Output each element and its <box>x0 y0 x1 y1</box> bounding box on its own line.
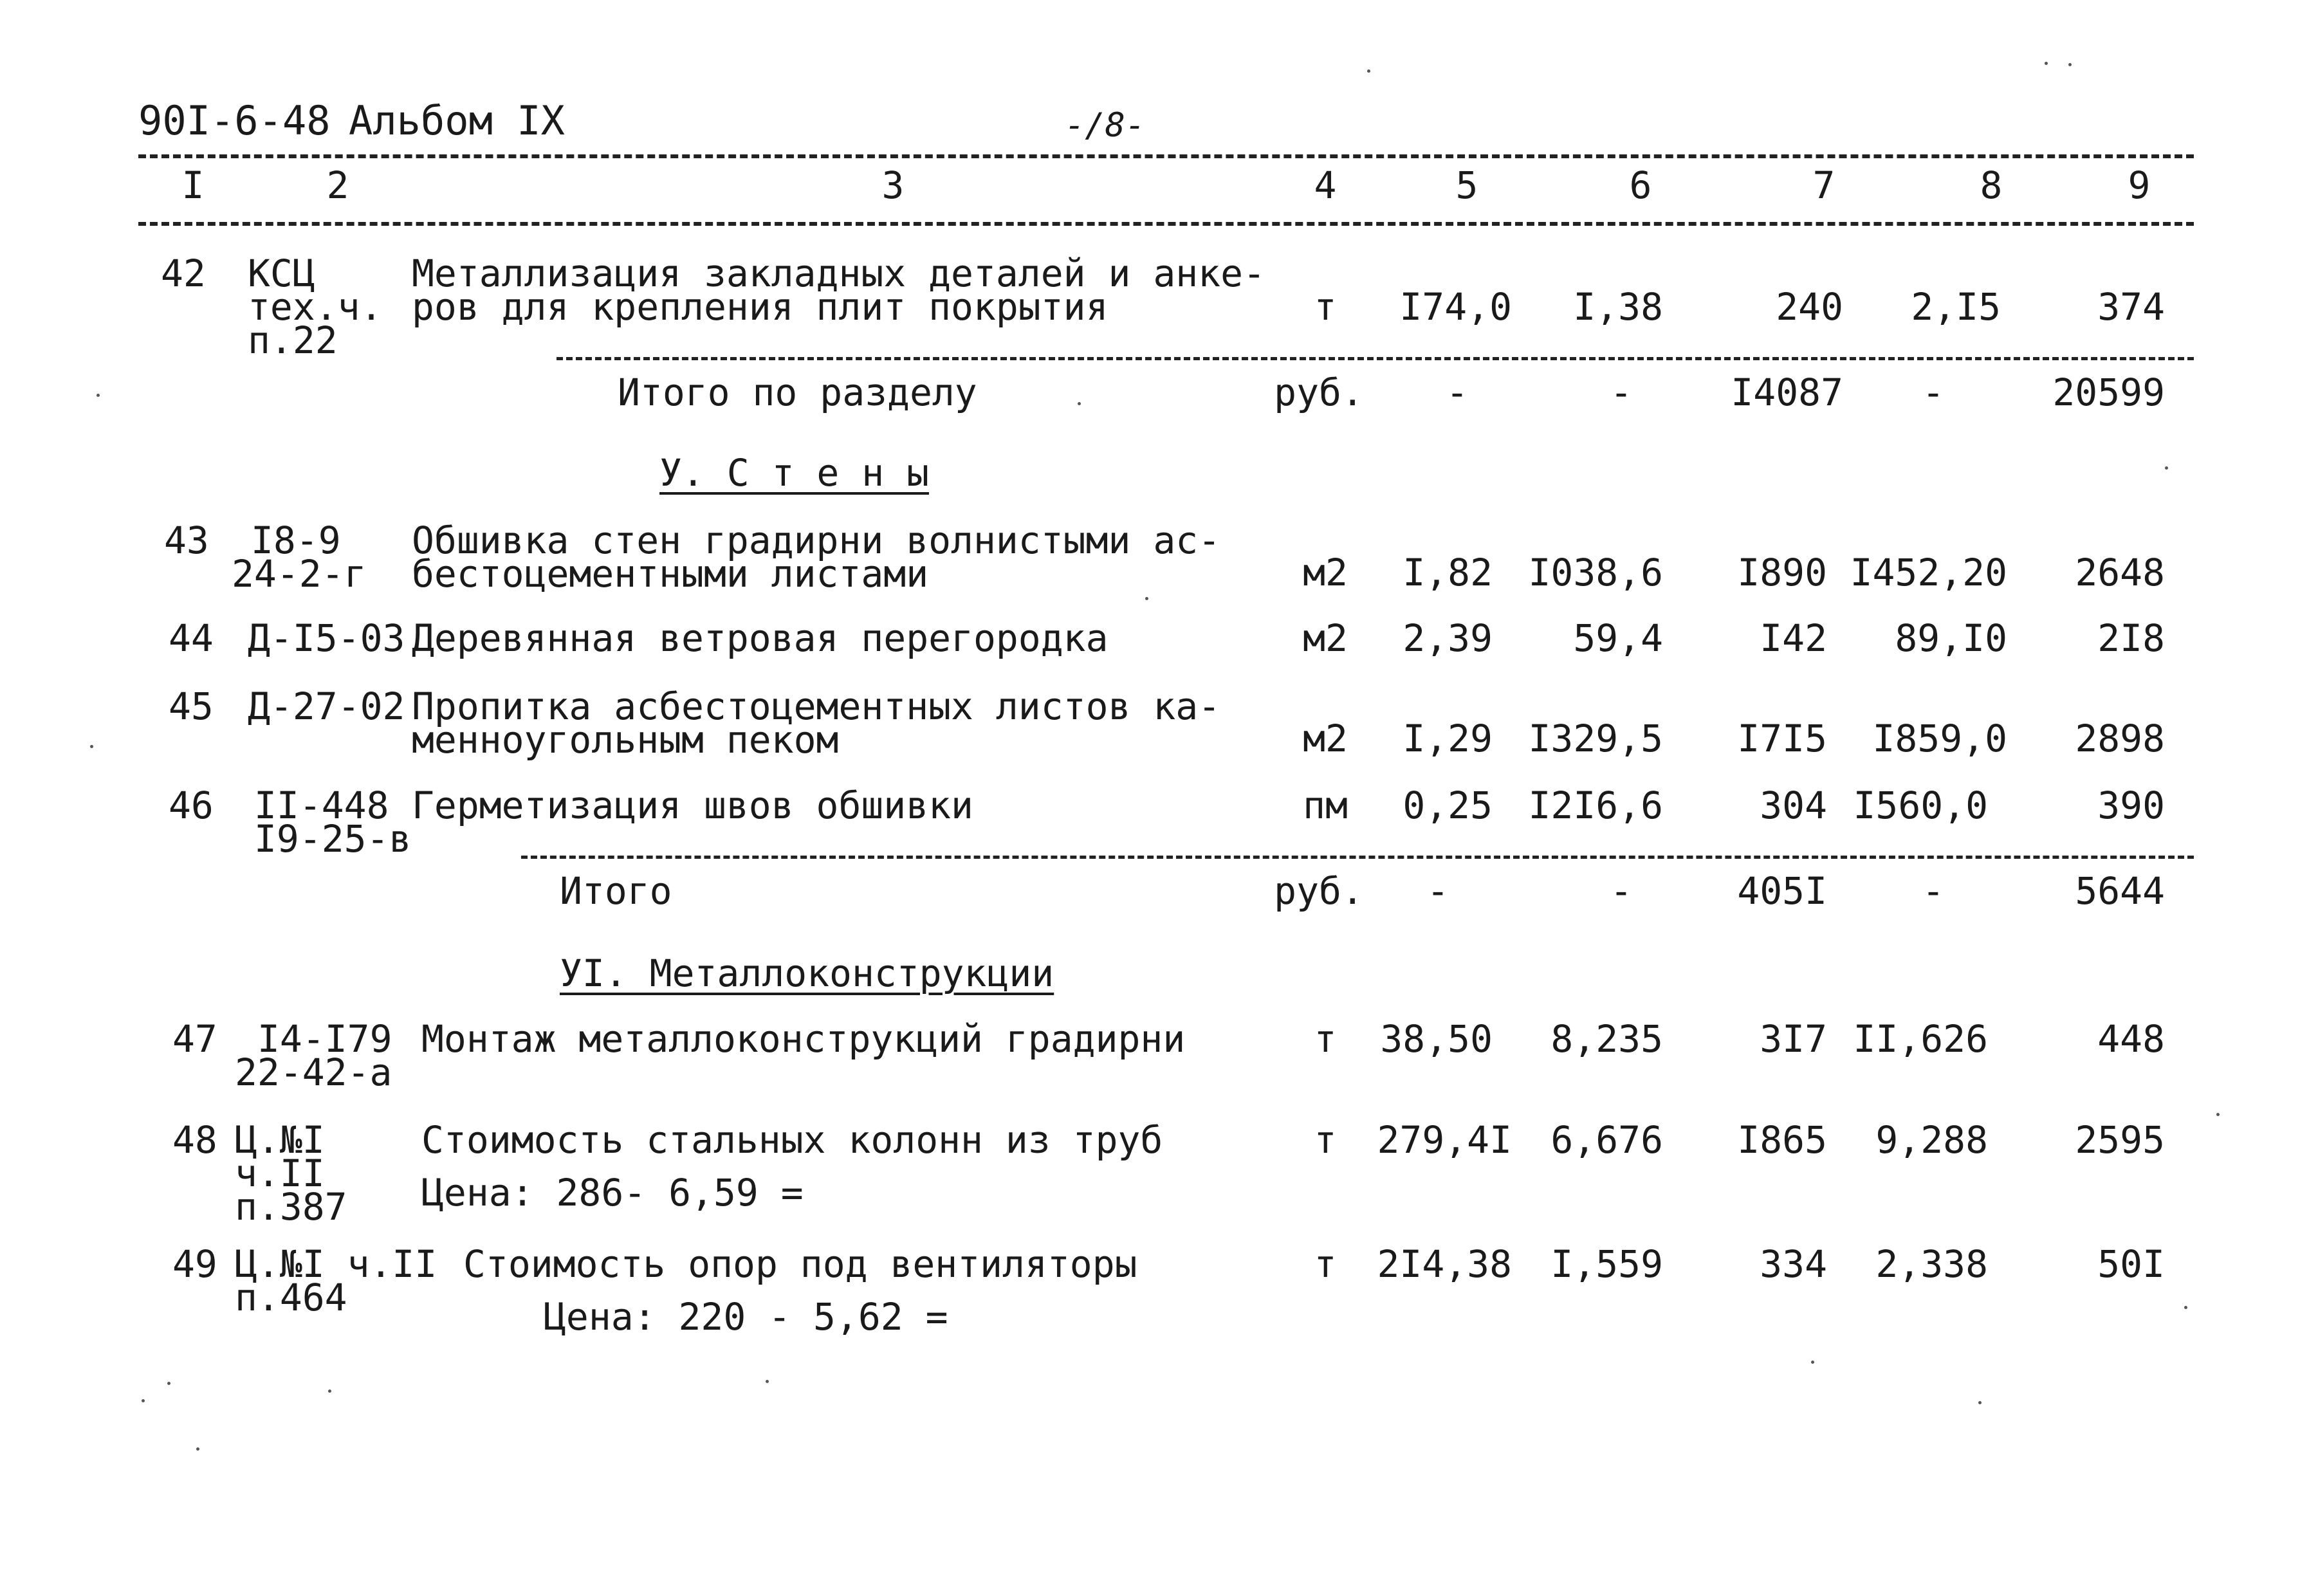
row-unit: м2 <box>1303 717 1348 760</box>
row-code: п.22 <box>248 318 338 362</box>
row-number: 46 <box>169 784 214 827</box>
row-number: 48 <box>172 1118 217 1162</box>
subtotal-col9: 20599 <box>2052 371 2165 414</box>
row-col9: 2898 <box>2075 717 2165 760</box>
scan-speck <box>2068 63 2072 66</box>
section-title-metal-structures: УI. Металлоконструкции <box>560 951 1054 995</box>
row-code: п.387 <box>235 1185 347 1229</box>
scan-speck <box>90 745 93 748</box>
col-header-9: 9 <box>2128 163 2151 207</box>
row-col5: 2,39 <box>1403 616 1493 660</box>
row-col8: I452,20 <box>1850 551 2007 594</box>
row-col7: 3I7 <box>1760 1017 1827 1061</box>
scan-speck <box>766 1380 769 1383</box>
row-description: Металлизация закладных деталей и анке- <box>412 252 1265 295</box>
row-code: II-448 <box>254 784 389 827</box>
scan-speck <box>328 1390 331 1393</box>
row-col8: 2,338 <box>1875 1242 1988 1286</box>
row-col6: 59,4 <box>1573 616 1663 660</box>
col-header-6: 6 <box>1629 163 1652 207</box>
row-description: Пропитка асбестоцементных листов ка- <box>412 684 1221 728</box>
row-col9: 2I8 <box>2097 616 2165 660</box>
row-col5: 279,4I <box>1377 1118 1512 1162</box>
row-col8: 9,288 <box>1875 1118 1988 1162</box>
row-col7: I7I5 <box>1737 717 1827 760</box>
row-unit: м2 <box>1303 616 1348 660</box>
scan-speck <box>97 394 100 397</box>
scan-speck <box>2216 1113 2220 1116</box>
row-code: I9-25-в <box>254 817 412 861</box>
page-number: -/8- <box>1065 106 1146 145</box>
col-header-7: 7 <box>1812 163 1835 207</box>
subtotal-rule <box>521 856 2194 859</box>
row-code: I4-I79 <box>257 1017 392 1061</box>
row-col8: I859,0 <box>1872 717 2007 760</box>
row-col9: 448 <box>2097 1017 2165 1061</box>
row-code: 24-2-г <box>232 552 367 596</box>
row-code: Ц.№I ч.II <box>235 1242 437 1286</box>
row-unit: м2 <box>1303 551 1348 594</box>
row-col8: 2,I5 <box>1911 285 2001 329</box>
row-col6: I2I6,6 <box>1528 784 1663 827</box>
subtotal-col6: - <box>1610 371 1633 414</box>
col-header-1: I <box>181 163 205 207</box>
scan-speck <box>196 1447 199 1451</box>
subtotal-unit: руб. <box>1274 869 1364 913</box>
row-description: бестоцементными листами <box>412 552 929 596</box>
row-number: 43 <box>164 518 209 562</box>
row-col7: I42 <box>1760 616 1827 660</box>
subtotal-col8: - <box>1922 869 1945 913</box>
row-col9: 2648 <box>2075 551 2165 594</box>
row-number: 47 <box>172 1017 217 1061</box>
col-header-8: 8 <box>1980 163 2003 207</box>
row-code: п.464 <box>235 1276 347 1319</box>
row-number: 42 <box>161 252 206 295</box>
row-col8: 89,I0 <box>1895 616 2007 660</box>
scan-speck <box>1367 69 1370 73</box>
row-col7: 304 <box>1760 784 1827 827</box>
row-price-note: Цена: 286- 6,59 = <box>421 1171 804 1215</box>
row-code: I8-9 <box>251 518 341 562</box>
subtotal-label: Итого по разделу <box>618 371 977 414</box>
row-col5: 38,50 <box>1380 1017 1493 1061</box>
row-description: Монтаж металлоконструкций градирни <box>421 1017 1186 1061</box>
row-col9: 374 <box>2097 285 2165 329</box>
scan-speck <box>1811 1361 1814 1364</box>
subtotal-col7: I4087 <box>1731 371 1843 414</box>
row-description: Герметизация швов обшивки <box>412 784 973 827</box>
row-col9: 390 <box>2097 784 2165 827</box>
subtotal-col6: - <box>1610 869 1633 913</box>
row-col5: 0,25 <box>1403 784 1493 827</box>
row-description: Деревянная ветровая перегородка <box>412 616 1108 660</box>
subtotal-col5: - <box>1426 869 1449 913</box>
row-description: менноугольным пеком <box>412 718 839 762</box>
row-number: 45 <box>169 684 214 728</box>
row-unit: пм <box>1303 784 1348 827</box>
scan-speck <box>1145 597 1148 600</box>
scan-speck <box>2184 1306 2187 1309</box>
row-col8: I560,0 <box>1853 784 1988 827</box>
row-code: Ц.№I <box>235 1118 325 1162</box>
scan-speck <box>1978 1401 1982 1404</box>
row-col6: 8,235 <box>1550 1017 1663 1061</box>
subtotal-col5: - <box>1446 371 1469 414</box>
row-unit: т <box>1314 1118 1337 1162</box>
row-description: Обшивка стен градирни волнистыми ас- <box>412 518 1221 562</box>
section-title-walls: У. С т е н ы <box>659 451 930 495</box>
row-col5: I,82 <box>1403 551 1493 594</box>
row-col6: I329,5 <box>1528 717 1663 760</box>
row-col7: I890 <box>1737 551 1827 594</box>
row-description: ров для крепления плит покрытия <box>412 285 1108 329</box>
row-unit: т <box>1314 1017 1337 1061</box>
row-code: Д-27-02 <box>248 684 405 728</box>
row-unit: т <box>1314 285 1337 329</box>
row-col6: I,559 <box>1550 1242 1663 1286</box>
scan-speck <box>2165 466 2168 470</box>
row-col9: 2595 <box>2075 1118 2165 1162</box>
row-col8: II,626 <box>1853 1017 1988 1061</box>
row-col6: 6,676 <box>1550 1118 1663 1162</box>
row-code: КСЦ <box>248 252 315 295</box>
row-code: тех.ч. <box>248 285 383 329</box>
row-col6: I,38 <box>1573 285 1663 329</box>
subtotal-rule <box>557 357 2194 360</box>
row-col6: I038,6 <box>1528 551 1663 594</box>
header-rule-bottom <box>138 222 2194 226</box>
col-header-5: 5 <box>1455 163 1478 207</box>
col-header-3: 3 <box>881 163 905 207</box>
scan-speck <box>167 1382 170 1385</box>
col-header-4: 4 <box>1314 163 1337 207</box>
row-col7: 240 <box>1776 285 1843 329</box>
row-code: ч.II <box>235 1151 325 1195</box>
scan-speck <box>142 1399 145 1402</box>
subtotal-unit: руб. <box>1274 371 1364 414</box>
row-number: 44 <box>169 616 214 660</box>
row-code: Д-I5-03 <box>248 616 405 660</box>
scan-speck <box>1078 402 1081 405</box>
scan-speck <box>2045 62 2048 65</box>
row-col5: 2I4,38 <box>1377 1242 1512 1286</box>
row-number: 49 <box>172 1242 217 1286</box>
subtotal-col7: 405I <box>1737 869 1827 913</box>
subtotal-label: Итого <box>560 869 672 913</box>
row-unit: т <box>1314 1242 1337 1286</box>
col-header-2: 2 <box>326 163 349 207</box>
subtotal-col8: - <box>1922 371 1945 414</box>
row-price-note: Цена: 220 - 5,62 = <box>544 1295 948 1339</box>
header-rule-top <box>138 154 2194 158</box>
row-description: Стоимость опор под вентиляторы <box>463 1242 1137 1286</box>
row-col7: I865 <box>1737 1118 1827 1162</box>
album-label: Альбом IX <box>349 97 565 144</box>
doc-code: 90I-6-48 <box>138 97 331 144</box>
row-col7: 334 <box>1760 1242 1827 1286</box>
subtotal-col9: 5644 <box>2075 869 2165 913</box>
row-description: Стоимость стальных колонн из труб <box>421 1118 1163 1162</box>
row-col9: 50I <box>2097 1242 2165 1286</box>
row-col5: I,29 <box>1403 717 1493 760</box>
row-col5: I74,0 <box>1399 285 1512 329</box>
row-code: 22-42-а <box>235 1050 392 1094</box>
